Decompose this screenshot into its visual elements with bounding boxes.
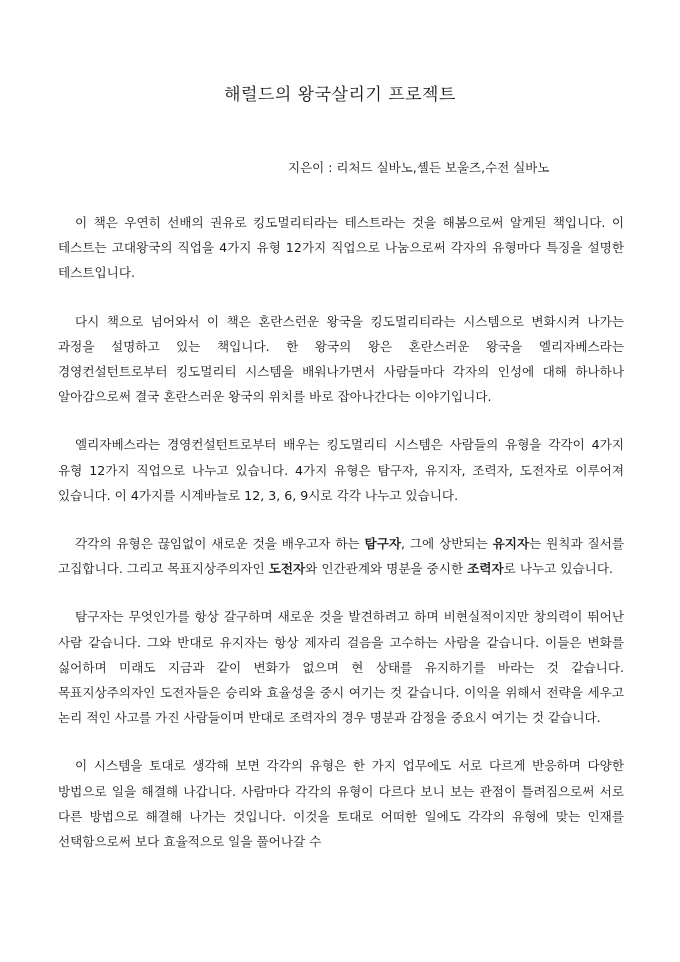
- bold-term-challenger: 도전자: [268, 561, 306, 577]
- paragraph-text: 와 인간관계와 명분을 중시한: [305, 561, 468, 577]
- author-line: 지은이 : 리처드 실바노,셸든 보울즈,수전 실바노: [288, 160, 550, 175]
- paragraph-6: [58, 753, 624, 854]
- paragraph-1: [58, 210, 624, 286]
- paragraph-text: , 그에 상반되는: [401, 536, 493, 552]
- paragraph-text: 이 시스템을 토대로 생각해 보면 각각의 유형은 한 가지 업무에도 서로 다르게 반응하며 다양한 방법으로 일을 해결해 나갑니다. 사람마다 각각의 유형이 다르다 보니 보는 관점이 틀려짐으로써 서로 다른 방법으로 해결해 나가는 것입니다. 이것을 토대로 어떠한 일에도 각각의 유형에 맞는 인재를 선택함으로써 보다 효율적으로 일을 풀어나갈 수: [58, 758, 624, 850]
- bold-term-helper: 조력자: [467, 561, 504, 577]
- document-title: 해럴드의 왕국살리기 프로젝트: [224, 85, 456, 105]
- bold-term-explorer: 탐구자: [364, 536, 402, 552]
- document-body: [58, 210, 624, 877]
- paragraph-text: 각각의 유형은 끊임없이 새로운 것을 배우고자 하는: [75, 536, 365, 552]
- paragraph-2: [58, 309, 624, 410]
- paragraph-text: 엘리자베스라는 경영컨설턴트로부터 배우는 킹도멀리티 시스템은 사람들의 유형을 각각이 4가지 유형 12가지 직업으로 나누고 있습니다. 4가지 유형은 탐구자, 유지자, 조력자, 도전자로 이루어져 있습니다. 이 4가지를 시계바늘로 12, 3, 6, 9시로 각각 나누고 있습니다.: [58, 437, 624, 503]
- paragraph-text: 이 책은 우연히 선배의 권유로 킹도멀리티라는 테스트라는 것을 해봄으로써 알게된 책입니다. 이 테스트는 고대왕국의 직업을 4가지 유형 12가지 직업으로 나눔으로써 각자의 유형마다 특징을 설명한 테스트입니다.: [58, 215, 624, 281]
- paragraph-text: 는 원칙과 질서를 고집합니다. 그리고 목표지상주의자인: [58, 536, 624, 577]
- paragraph-3: [58, 432, 624, 508]
- paragraph-text: 로 나누고 있습니다.: [503, 561, 614, 577]
- paragraph-text: 다시 책으로 넘어와서 이 책은 혼란스런운 왕국을 킹도멀리티라는 시스템으로 변화시켜 나가는 과정을 설명하고 있는 책입니다. 한 왕국의 왕은 혼란스러운 왕국을 엘리자베스라는 경영컨설턴트로부터 킹도멀리티 시스템을 배워나가면서 사람들마다 각자의 인성에 대해 하나하나 알아감으로써 결국 혼란스러운 왕국의 위치를 바로 잡아나간다는 이야기입니다.: [58, 313, 624, 405]
- bold-term-maintainer: 유지자: [492, 536, 530, 552]
- paragraph-5: [58, 604, 624, 730]
- paragraph-text: 탐구자는 무엇인가를 항상 갈구하며 새로운 것을 발견하려고 하며 비현실적이지만 창의력이 뛰어난 사람 같습니다. 그와 반대로 유지자는 항상 제자리 걸음을 고수하는 사람을 같습니다. 이들은 변화를 싫어하며 미래도 지금과 같이 변화가 없으며 현 상태를 유지하기를 바라는 것 같습니다. 목표지상주의자인 도전자들은 승리와 효율성을 중시 여기는 것 같습니다. 이익을 위해서 전략을 세우고 논리 적인 사고를 가진 사람들이며 반대로 조력자의 경우 명분과 감정을 중요시 여기는 것 같습니다.: [58, 609, 624, 726]
- paragraph-4: [58, 531, 624, 581]
